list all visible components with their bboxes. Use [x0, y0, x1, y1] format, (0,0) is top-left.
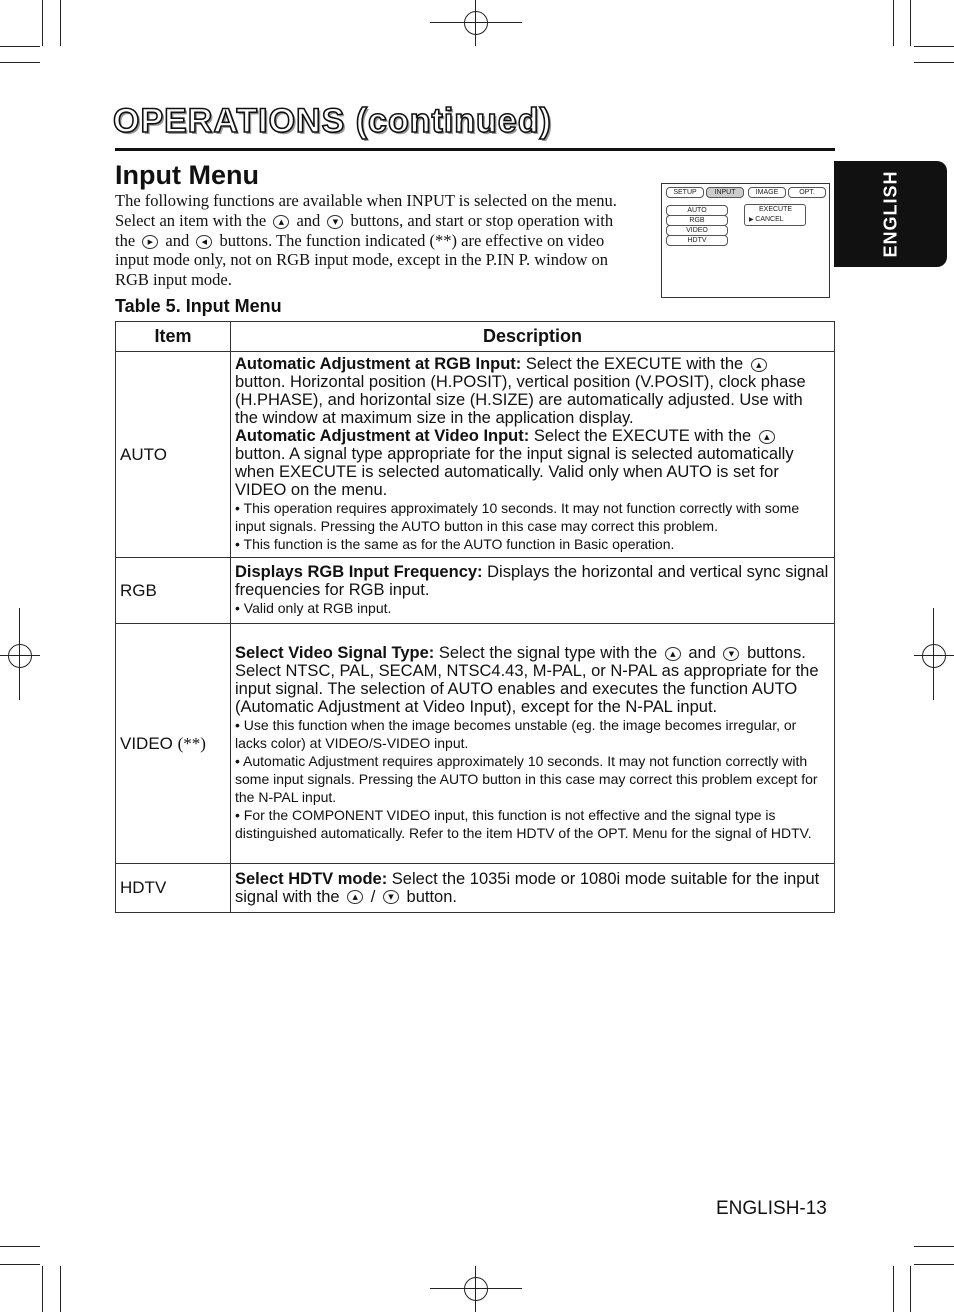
video-text-2: buttons. Select NTSC, PAL, SECAM, NTSC4.43, M-PAL, or N-PAL as appropriate for the input signal. The selection of AUTO enables and executes the function AUTO (Automatic Adjustment at Video Input), except for the N-PAL input.	[235, 644, 819, 716]
video-text-1: Select the signal type with the	[438, 644, 658, 662]
input-menu-table	[115, 321, 835, 913]
table-row	[116, 864, 835, 913]
intro-and-1: and	[296, 210, 321, 230]
crop-mark	[893, 1266, 894, 1312]
video-title: Select Video Signal Type:	[235, 644, 435, 662]
auto-rgb-text-1: Select the EXECUTE with the	[525, 355, 744, 373]
video-and: and	[688, 644, 716, 662]
item-auto: AUTO	[116, 352, 231, 558]
up-button-icon: ▲	[665, 647, 681, 661]
crop-mark	[0, 1264, 40, 1265]
crop-mark	[893, 0, 894, 46]
video-note-2: • Automatic Adjustment requires approximately 10 seconds. It may not function correctly with some input signals. Pressing the AUTO button in this case may correct this problem except for the N-PAL input.	[235, 753, 818, 805]
hdtv-slash: /	[370, 887, 376, 906]
auto-rgb-title: Automatic Adjustment at RGB Input:	[235, 355, 522, 373]
crop-mark	[914, 62, 954, 63]
registration-mark	[475, 0, 476, 46]
page-title: OPERATIONS (continued)	[113, 102, 552, 140]
registration-mark	[430, 22, 522, 23]
crop-mark	[42, 0, 43, 46]
hdtv-text-1: Select the 1035i mode or 1080i mode suitable for the input signal with the	[235, 869, 820, 906]
registration-mark	[19, 608, 20, 700]
table-row	[116, 624, 835, 864]
table-caption: Table 5. Input Menu	[115, 296, 282, 316]
section-title: Input Menu	[115, 160, 259, 190]
registration-mark	[922, 644, 946, 668]
item-hdtv: HDTV	[116, 864, 231, 913]
osd-cursor-icon: ▶	[749, 217, 756, 223]
rgb-note: • Valid only at RGB input.	[235, 600, 392, 616]
osd-menu-illustration	[661, 183, 830, 298]
registration-mark	[8, 644, 32, 668]
page-number: ENGLISH-13	[716, 1198, 827, 1219]
item-video-label: VIDEO	[120, 733, 173, 753]
crop-mark	[60, 0, 61, 46]
osd-sub-cancel: CANCEL	[755, 216, 784, 223]
desc-hdtv	[231, 864, 835, 913]
intro-text-1: The following functions are available when INPUT is selected on the menu. Select an item with the	[115, 191, 617, 230]
crop-mark	[60, 1266, 61, 1312]
osd-sub-execute: EXECUTE	[759, 206, 793, 213]
up-button-icon: ▲	[347, 890, 363, 904]
item-video-suffix: (**)	[177, 733, 206, 753]
osd-item-rgb: RGB	[666, 215, 728, 226]
registration-mark	[475, 1266, 476, 1312]
auto-video-text-1: Select the EXECUTE with the	[533, 427, 752, 445]
up-button-icon: ▲	[751, 358, 767, 372]
rgb-title: Displays RGB Input Frequency:	[235, 563, 483, 581]
video-note-1: • Use this function when the image becomes unstable (eg. the image becomes irregular, or lacks color) at VIDEO/S-VIDEO input.	[235, 717, 797, 751]
down-button-icon: ▼	[327, 215, 343, 229]
rgb-text: Displays the horizontal and vertical sync signal frequencies for RGB input.	[235, 563, 829, 599]
header-item: Item	[116, 322, 231, 352]
intro-text-2: buttons, and start or stop operation with the	[115, 210, 614, 250]
desc-rgb	[231, 558, 835, 624]
right-button-icon: ▶	[142, 235, 158, 249]
crop-mark	[914, 1264, 954, 1265]
osd-item-hdtv: HDTV	[666, 235, 728, 246]
auto-note-2: • This function is the same as for the AUTO function in Basic operation.	[235, 536, 675, 552]
registration-mark	[933, 608, 934, 700]
osd-item-auto: AUTO	[666, 205, 728, 216]
registration-mark	[464, 1277, 488, 1301]
crop-mark	[0, 46, 40, 47]
hdtv-text-2: button.	[406, 887, 457, 906]
auto-rgb-text-2: button. Horizontal position (H.POSIT), vertical position (V.POSIT), clock phase (H.PHASE), and horizontal size (H.SIZE) are automatically adjusted. Use with the window at maximum size in the application display.	[235, 373, 806, 427]
registration-mark	[914, 655, 954, 656]
crop-mark	[0, 62, 40, 63]
table-row	[116, 558, 835, 624]
osd-tab-input: INPUT	[706, 187, 744, 198]
table-header-row	[116, 322, 835, 352]
osd-tab-opt: OPT.	[788, 187, 826, 198]
osd-item-video: VIDEO	[666, 225, 728, 236]
item-video	[116, 624, 231, 864]
desc-auto	[231, 352, 835, 558]
crop-mark	[914, 1246, 954, 1247]
osd-tab-image: IMAGE	[748, 187, 786, 198]
auto-note-1: • This operation requires approximately 10 seconds. It may not function correctly with some input signals. Pressing the AUTO button in this case may correct this problem.	[235, 500, 800, 534]
crop-mark	[910, 1266, 911, 1312]
crop-mark	[914, 46, 954, 47]
auto-video-text-2: button. A signal type appropriate for the input signal is selected automatically when EXECUTE is selected automatically. Valid only when AUTO is set for VIDEO on the menu.	[235, 445, 794, 499]
desc-video	[231, 624, 835, 864]
left-button-icon: ◀	[196, 235, 212, 249]
intro-text-3: buttons. The function indicated (**) are effective on video input mode only, not on RGB input mode, except in the P.IN P. window on RGB input mode.	[115, 230, 608, 290]
title-rule	[115, 148, 835, 151]
crop-mark	[42, 1266, 43, 1312]
up-button-icon: ▲	[759, 430, 775, 444]
down-button-icon: ▼	[383, 890, 399, 904]
language-tab-label: ENGLISH	[880, 170, 900, 258]
intro-and-2: and	[165, 230, 190, 250]
auto-video-title: Automatic Adjustment at Video Input:	[235, 427, 530, 445]
hdtv-title: Select HDTV mode:	[235, 869, 388, 888]
item-rgb: RGB	[116, 558, 231, 624]
crop-mark	[910, 0, 911, 46]
video-note-3: • For the COMPONENT VIDEO input, this function is not effective and the signal type is distinguished automatically. Refer to the item HDTV of the OPT. Menu for the signal of HDTV.	[235, 807, 812, 841]
registration-mark	[464, 11, 488, 35]
osd-submenu	[744, 204, 806, 226]
up-button-icon: ▲	[273, 215, 289, 229]
intro-paragraph	[115, 191, 630, 290]
crop-mark	[0, 1246, 40, 1247]
down-button-icon: ▼	[723, 647, 739, 661]
language-tab	[834, 161, 947, 267]
osd-tab-setup: SETUP	[666, 187, 704, 198]
header-description: Description	[231, 322, 835, 352]
registration-mark	[430, 1288, 522, 1289]
registration-mark	[0, 655, 40, 656]
table-row	[116, 352, 835, 558]
